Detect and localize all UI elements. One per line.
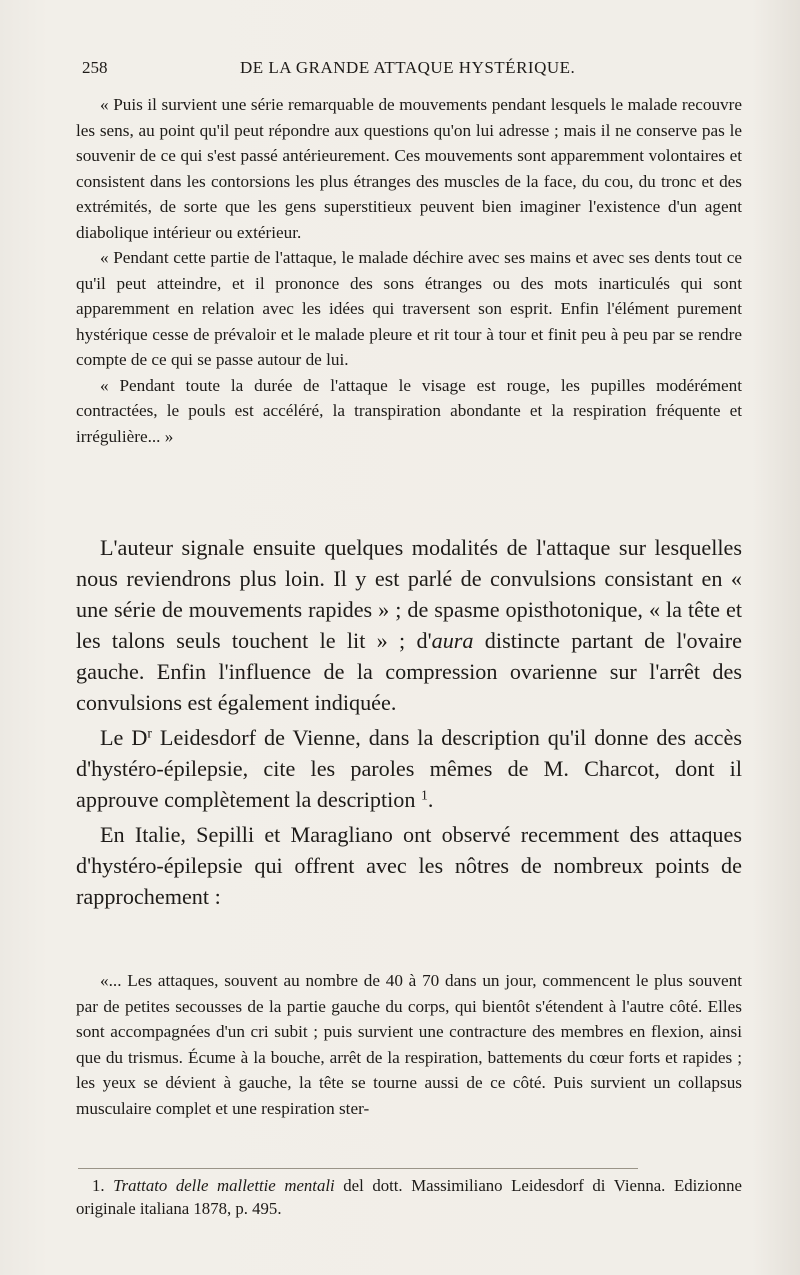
quote-sepilli-paragraph: «... Les attaques, souvent au nombre de 40 à 70 dans un jour, commencent le plus souvent par de petites secousses de la partie gauche du corps, qui bientôt s'étendent à l'autre côté. Elles sont accompagnées d'un cri subit ; puis survient une contracture des membres en flexion, ainsi que du trismus. Écume à la bouche, arrêt de la respiration, battements du cœur forts et rapides ; les yeux se dévient à gauche, la tête se tourne aussi de ce côté. Puis survient un collapsus musculaire complet et une respiration ster- bbox=[76, 971, 742, 1118]
quotation-sepilli bbox=[76, 968, 742, 1121]
main-paragraph-1: L'auteur signale ensuite quelques modalités de l'attaque sur lesquelles nous reviendrons plus loin. Il y est parlé de convulsions consistant en « une série de mouvements rapides » ; de spasme opisthotonique, « la tête et les talons seuls touchent le lit » ; d'aura distincte partant de l'ovaire gauche. Enfin l'influence de la compression ovarienne sur l'arrêt des convulsions est également indiquée. bbox=[76, 535, 742, 715]
main-paragraph-3: En Italie, Sepilli et Maragliano ont observé recemment des attaques d'hystéro-épilepsie qui offrent avec les nôtres de nombreux points de rapprochement : bbox=[76, 822, 742, 909]
running-title: DE LA GRANDE ATTAQUE HYSTÉRIQUE. bbox=[240, 58, 576, 77]
main-text bbox=[76, 532, 742, 912]
quote-paragraph-1: « Puis il survient une série remarquable de mouvements pendant lesquels le malade recouvre les sens, au point qu'il peut répondre aux questions qu'on lui adresse ; mais il ne conserve pas le souvenir de ce qui s'est passé antérieurement. Ces mouvements sont apparemment volontaires et consistent dans les contorsions les plus étranges des muscles de la face, du cou, du tronc et des extrémités, de sorte que les gens superstitieux peuvent bien imaginer l'existence d'un agent diabolique intérieur ou extérieur. bbox=[76, 95, 742, 242]
quote-paragraph-2: « Pendant cette partie de l'attaque, le malade déchire avec ses mains et avec ses dents tout ce qu'il peut atteindre, et il prononce des sons étranges ou des mots inarticulés qui sont apparemment en relation avec les idées qui traversent son esprit. Enfin l'élément purement hystérique cesse de prévaloir et le malade pleure et rit tour à tour et finit peu à peu par se rendre compte de ce qui se passe autour de lui. bbox=[76, 248, 742, 369]
footnote bbox=[76, 1174, 742, 1220]
footnote-divider bbox=[78, 1168, 638, 1169]
running-head bbox=[78, 58, 738, 82]
quotation-leidesdorf bbox=[76, 92, 742, 449]
main-paragraph-2: Le $D^r$ Leidesdorf de Vienne, dans la description qu'il donne des accès d'hystéro-épilepsie, cite les paroles mêmes de M. Charcot, dont il approuve complètement la description $^1$. bbox=[76, 725, 742, 812]
aura-term: aura bbox=[431, 628, 474, 653]
footnote-text: 1. Trattato delle mallettie mentali del dott. Massimiliano Leidesdorf di Vienna. Edizionne originale italiana 1878, p. 495. bbox=[76, 1176, 742, 1218]
footnote-ref[interactable]: 1 bbox=[421, 787, 428, 803]
page-number: 258 bbox=[82, 58, 108, 77]
quote-paragraph-3: « Pendant toute la durée de l'attaque le visage est rouge, les pupilles modérément contractées, le pouls est accéléré, la transpiration abondante et la respiration fréquente et irrégulière... » bbox=[76, 375, 742, 446]
